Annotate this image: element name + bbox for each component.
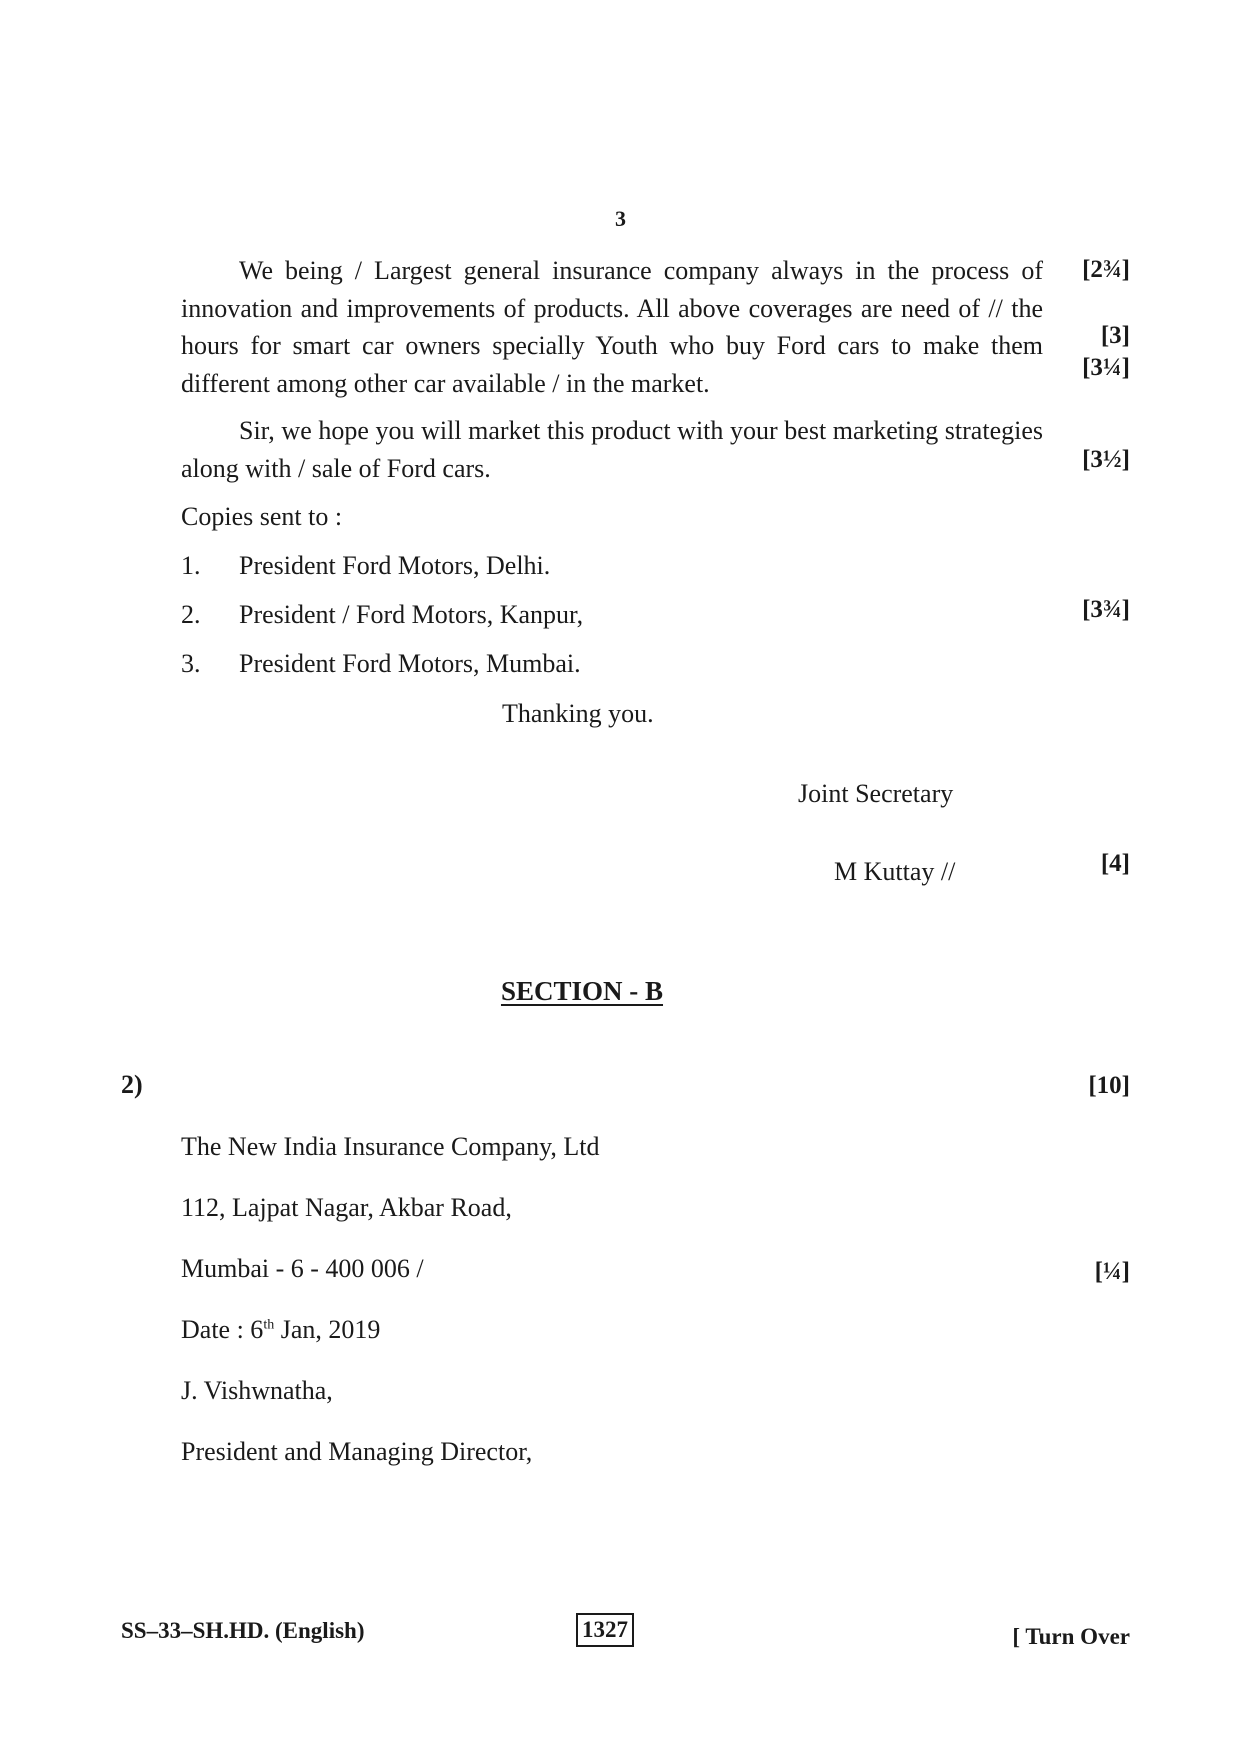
marks-label: [2¾] — [1082, 256, 1130, 283]
signatory-name: M Kuttay // — [834, 857, 956, 886]
paragraph-marketing — [181, 412, 1043, 487]
marks-label: [3¾] — [1082, 596, 1130, 623]
copy-item-text: President / Ford Motors, Kanpur, — [239, 600, 584, 629]
page-box-number: 1327 — [576, 1613, 634, 1647]
letter-date-prefix: Date : 6 — [181, 1315, 264, 1344]
marks-label: [¼] — [1094, 1258, 1130, 1285]
copies-heading: Copies sent to : — [181, 502, 343, 531]
paragraph-innovation-text: We being / Largest general insurance company always in the process of innovation and improvements of products. All above coverages are need of // the hours for smart car owners specially Youth who buy Ford cars to make them different among other car available / in the market. — [181, 256, 1043, 398]
recipient-name: J. Vishwnatha, — [181, 1376, 333, 1405]
turn-over-label: [ Turn Over — [1012, 1624, 1130, 1649]
letter-date-superscript: th — [263, 1317, 275, 1333]
copy-item-text: President Ford Motors, Mumbai. — [239, 649, 581, 678]
address-street: 112, Lajpat Nagar, Akbar Road, — [181, 1193, 512, 1222]
marks-label: [3¼] — [1082, 354, 1130, 381]
recipient-title: President and Managing Director, — [181, 1437, 533, 1466]
marks-label: [10] — [1088, 1072, 1130, 1099]
paragraph-marketing-text: Sir, we hope you will market this product with your best marketing strategies along with / sale of Ford cars. — [181, 416, 1043, 483]
copy-item — [181, 649, 581, 679]
page-number: 3 — [615, 206, 626, 231]
section-title: SECTION - B — [500, 976, 664, 1006]
marks-label: [3] — [1100, 322, 1130, 349]
question-number: 2) — [121, 1070, 143, 1099]
copy-item-text: President Ford Motors, Delhi. — [239, 551, 551, 580]
address-company: The New India Insurance Company, Ltd — [181, 1132, 600, 1161]
marks-label: [4] — [1100, 850, 1130, 877]
marks-label: [3½] — [1082, 446, 1130, 473]
paragraph-innovation — [181, 252, 1043, 402]
letter-date — [181, 1315, 380, 1345]
copy-item — [181, 551, 550, 581]
address-city: Mumbai - 6 - 400 006 / — [181, 1254, 424, 1283]
closing-text: Thanking you. — [502, 699, 654, 728]
paper-code: SS–33–SH.HD. (English) — [121, 1618, 365, 1643]
copy-item-number: 2. — [181, 600, 201, 629]
copy-item-number: 1. — [181, 551, 201, 580]
signatory-title: Joint Secretary — [798, 779, 954, 808]
copy-item — [181, 600, 583, 630]
letter-date-suffix: Jan, 2019 — [274, 1315, 381, 1344]
copy-item-number: 3. — [181, 649, 201, 678]
